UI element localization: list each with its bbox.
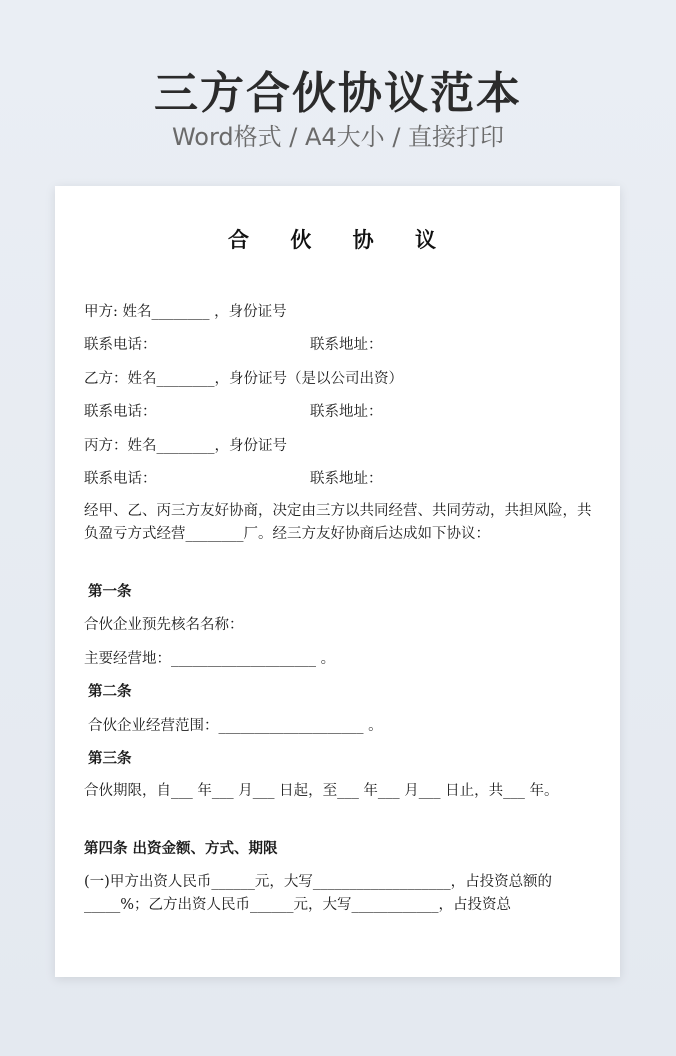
party-a-phone-line: 联系电话：: [84, 337, 157, 353]
party-c-address-line: 联系地址：: [310, 471, 383, 487]
article-3-heading: 第三条: [88, 750, 132, 767]
article-1-location-line: 主要经营地：____________________ 。: [84, 651, 336, 667]
party-b-name-line: 乙方：姓名________，身份证号（是以公司出资）: [84, 371, 403, 387]
article-4-heading: 第四条 出资金额、方式、期限: [84, 840, 278, 857]
banner-title: 三方合伙协议范本: [154, 68, 522, 119]
article-2-heading: 第二条: [88, 683, 132, 700]
banner-subtitle: Word格式 / A4大小 / 直接打印: [171, 123, 505, 151]
article-1-heading: 第一条: [88, 583, 132, 600]
party-b-phone-line: 联系电话：: [84, 404, 157, 420]
intro-paragraph: 经甲、乙、丙三方友好协商，决定由三方以共同经营、共同劳动，共担风险，共负盈亏方式经营________厂。经三方友好协商后达成如下协议：: [84, 503, 592, 542]
document-title: 合 伙 协 议: [228, 227, 448, 252]
party-c-phone-line: 联系电话：: [84, 471, 157, 487]
party-a-name-line: 甲方: 姓名________ ，身份证号: [84, 304, 287, 320]
article-1-name-line: 合伙企业预先核名名称：: [84, 617, 244, 633]
party-b-address-line: 联系地址：: [310, 404, 383, 420]
article-3-term-paragraph: 合伙期限，自___ 年___ 月___ 日起，至___ 年___ 月___ 日止，共___ 年。: [84, 783, 559, 799]
party-a-address-line: 联系地址：: [310, 337, 383, 353]
article-2-scope-line: 合伙企业经营范围：____________________ 。: [88, 718, 383, 734]
article-4-capital-paragraph: (一)甲方出资人民币______元，大写___________________，占投资总额的_____%；乙方出资人民币______元，大写____________，占投资总: [84, 874, 553, 913]
party-c-name-line: 丙方：姓名________，身份证号: [84, 438, 287, 454]
